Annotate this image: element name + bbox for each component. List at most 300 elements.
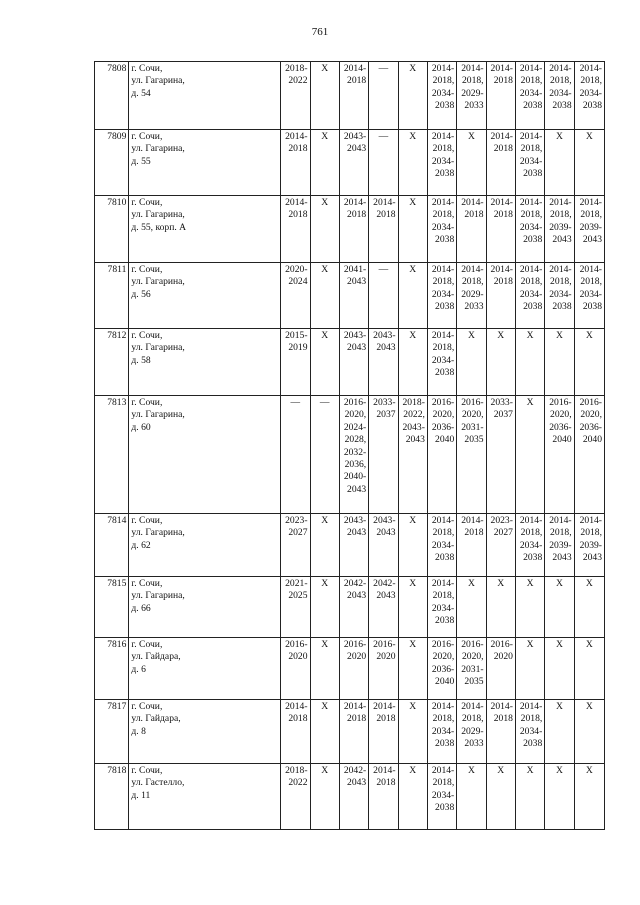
schedule-cell xyxy=(545,130,574,196)
cell-line: X xyxy=(321,131,329,142)
address-cell xyxy=(129,196,281,263)
cell-line: 2018 xyxy=(347,209,367,221)
schedule-cell xyxy=(339,196,368,263)
cell-line: 2014- xyxy=(431,515,455,526)
schedule-cell xyxy=(369,396,398,514)
cell-line: 2043 xyxy=(376,590,396,602)
cell-line: 2018, xyxy=(550,75,572,87)
schedule-cell xyxy=(398,263,427,329)
cell-line: 2043 xyxy=(347,342,367,354)
cell-line: 2031- xyxy=(461,421,484,433)
schedule-cell xyxy=(310,514,339,577)
cell-line: X xyxy=(409,515,417,526)
cell-line: 2018, xyxy=(461,276,484,288)
schedule-cell xyxy=(515,514,544,577)
address-line: ул. Гайдара, xyxy=(131,651,181,663)
schedule-cell xyxy=(457,577,486,638)
cell-line: 2039- xyxy=(579,539,602,551)
cell-line: 2043 xyxy=(347,143,367,155)
cell-line: 2035 xyxy=(464,676,484,688)
cell-line: 2043 xyxy=(347,777,367,789)
cell-line: 2034- xyxy=(431,725,455,737)
cell-line: 2018 xyxy=(376,777,396,789)
cell-line: 2014- xyxy=(461,515,484,526)
cell-line: 2043- xyxy=(373,330,396,341)
cell-line: 2018 xyxy=(347,75,367,87)
schedule-cell xyxy=(339,329,368,396)
table-body xyxy=(95,62,605,830)
cell-line: 2034- xyxy=(579,288,602,300)
cell-line: 2014- xyxy=(519,63,543,74)
schedule-cell xyxy=(457,62,486,130)
cell-line: 2018- xyxy=(402,397,425,408)
cell-line: 2018, xyxy=(461,713,484,725)
schedule-cell xyxy=(398,577,427,638)
cell-line: X xyxy=(321,197,329,208)
cell-line: 2032- xyxy=(343,446,367,458)
cell-line: 2043- xyxy=(343,515,367,526)
cell-line: 2027 xyxy=(493,527,513,539)
schedule-cell xyxy=(515,62,544,130)
cell-line: 2035 xyxy=(464,434,484,446)
schedule-cell xyxy=(486,62,515,130)
cell-line: X xyxy=(409,264,417,275)
cell-line: 2018, xyxy=(432,527,455,539)
cell-line: 2014- xyxy=(579,264,602,275)
cell-line: 2014- xyxy=(461,701,484,712)
address-cell xyxy=(129,638,281,700)
cell-line: 2018, xyxy=(432,143,455,155)
cell-line: 2014- xyxy=(549,197,572,208)
schedule-cell xyxy=(310,764,339,830)
address-line: г. Сочи, xyxy=(131,63,163,74)
cell-line: 2016- xyxy=(343,639,367,650)
cell-line: 2043 xyxy=(405,434,425,446)
cell-line: 2033 xyxy=(464,100,484,112)
schedule-cell xyxy=(339,130,368,196)
schedule-cell xyxy=(339,396,368,514)
cell-line: X xyxy=(467,578,475,589)
address-line: д. 62 xyxy=(131,539,151,551)
cell-line: 2033 xyxy=(464,301,484,313)
cell-line: X xyxy=(555,330,563,341)
cell-line: 2025 xyxy=(288,590,308,602)
cell-line: 2034- xyxy=(519,539,543,551)
schedule-cell xyxy=(369,577,398,638)
cell-line: 2043 xyxy=(552,234,572,246)
schedule-cell xyxy=(545,700,574,764)
address-line: д. 55 xyxy=(131,155,151,167)
schedule-cell xyxy=(515,196,544,263)
cell-line: 2014- xyxy=(431,63,455,74)
schedule-cell xyxy=(281,62,310,130)
schedule-cell xyxy=(427,130,456,196)
table-row xyxy=(95,638,605,700)
schedule-cell xyxy=(427,700,456,764)
cell-line: 2018, xyxy=(432,276,455,288)
schedule-cell xyxy=(515,130,544,196)
cell-line: 2034- xyxy=(519,155,543,167)
cell-line: 2014- xyxy=(343,63,367,74)
table-row xyxy=(95,577,605,638)
address-cell xyxy=(129,396,281,514)
cell-line: 2043 xyxy=(347,590,367,602)
schedule-cell xyxy=(574,329,604,396)
schedule-cell xyxy=(457,329,486,396)
cell-line: 2018, xyxy=(520,276,543,288)
cell-line: 2020- xyxy=(285,264,308,275)
cell-line: 2018, xyxy=(550,209,572,221)
cell-line: 2024- xyxy=(343,421,367,433)
cell-line: 2022 xyxy=(288,75,308,87)
cell-line: X xyxy=(467,765,475,776)
cell-line: 2016- xyxy=(285,639,308,650)
cell-line: 2040 xyxy=(435,434,455,446)
cell-line: 2020, xyxy=(550,409,572,421)
cell-line: 2038 xyxy=(552,301,572,313)
schedule-cell xyxy=(427,577,456,638)
address-line: ул. Гагарина, xyxy=(131,209,185,221)
cell-line: 2018 xyxy=(493,75,513,87)
schedule-cell xyxy=(398,196,427,263)
schedule-cell xyxy=(574,62,604,130)
cell-line: 2016- xyxy=(373,639,396,650)
address-line: г. Сочи, xyxy=(131,639,163,650)
cell-line: 2014- xyxy=(490,264,513,275)
address-line: ул. Гагарина, xyxy=(131,527,185,539)
cell-line: X xyxy=(585,765,593,776)
address-cell xyxy=(129,700,281,764)
cell-line: 2018 xyxy=(493,209,513,221)
address-line: д. 56 xyxy=(131,288,151,300)
cell-line: 2038 xyxy=(435,168,455,180)
cell-line: 2033- xyxy=(490,397,513,408)
schedule-cell xyxy=(281,130,310,196)
schedule-cell xyxy=(310,130,339,196)
cell-line: 2014- xyxy=(519,131,543,142)
schedule-cell xyxy=(398,700,427,764)
address-line: г. Сочи, xyxy=(131,765,163,776)
address-line: г. Сочи, xyxy=(131,197,163,208)
cell-line: 2034- xyxy=(579,87,602,99)
schedule-cell xyxy=(339,764,368,830)
cell-line: X xyxy=(409,639,417,650)
schedule-cell xyxy=(398,329,427,396)
cell-line: 2036- xyxy=(579,421,602,433)
table-row xyxy=(95,263,605,329)
schedule-cell xyxy=(310,329,339,396)
cell-line: 2014- xyxy=(461,264,484,275)
schedule-cell xyxy=(310,263,339,329)
table-row xyxy=(95,196,605,263)
cell-line: 2016- xyxy=(549,397,572,408)
cell-line: X xyxy=(585,131,593,142)
cell-line: 2014- xyxy=(519,701,543,712)
cell-line: 2023- xyxy=(490,515,513,526)
schedule-cell xyxy=(457,638,486,700)
schedule-cell xyxy=(545,196,574,263)
table-row xyxy=(95,329,605,396)
cell-line: 2040- xyxy=(343,471,367,483)
row-number-cell: 7817 xyxy=(95,700,129,764)
cell-line: 2034- xyxy=(519,725,543,737)
schedule-cell xyxy=(398,396,427,514)
cell-line: 2038 xyxy=(435,301,455,313)
row-number-cell: 7811 xyxy=(95,263,129,329)
cell-line: 2018, xyxy=(550,276,572,288)
cell-line: 2020 xyxy=(493,651,513,663)
cell-line: 2024 xyxy=(288,276,308,288)
housing-repair-schedule-table xyxy=(94,61,605,830)
cell-line: 2018 xyxy=(288,713,308,725)
cell-line: 2018 xyxy=(493,276,513,288)
cell-line: X xyxy=(467,131,475,142)
cell-line: 2014- xyxy=(431,701,455,712)
cell-line: X xyxy=(585,578,593,589)
cell-line: X xyxy=(467,330,475,341)
cell-line: 2043- xyxy=(343,131,367,142)
address-line: г. Сочи, xyxy=(131,330,163,341)
schedule-cell xyxy=(310,396,339,514)
cell-line: X xyxy=(555,639,563,650)
schedule-cell xyxy=(281,514,310,577)
cell-line: 2043 xyxy=(347,483,367,495)
schedule-cell xyxy=(310,62,339,130)
cell-line: 2019 xyxy=(288,342,308,354)
cell-line: 2034- xyxy=(431,602,455,614)
schedule-cell xyxy=(574,396,604,514)
address-line: г. Сочи, xyxy=(131,701,163,712)
schedule-cell xyxy=(398,638,427,700)
schedule-cell xyxy=(427,638,456,700)
cell-line: 2033- xyxy=(373,397,396,408)
cell-line: 2014- xyxy=(431,330,455,341)
schedule-cell xyxy=(574,263,604,329)
table-row xyxy=(95,130,605,196)
cell-line: 2038 xyxy=(435,802,455,814)
cell-line: 2014- xyxy=(549,63,572,74)
cell-line: 2038 xyxy=(552,100,572,112)
cell-line: 2018- xyxy=(285,63,308,74)
schedule-cell xyxy=(515,700,544,764)
schedule-cell xyxy=(310,638,339,700)
cell-line: X xyxy=(321,578,329,589)
cell-line: 2016- xyxy=(431,639,455,650)
schedule-cell xyxy=(457,396,486,514)
schedule-cell xyxy=(427,764,456,830)
cell-line: X xyxy=(585,701,593,712)
cell-line: 2022, xyxy=(403,409,425,421)
address-line: ул. Гагарина, xyxy=(131,276,185,288)
cell-line: 2029- xyxy=(461,87,484,99)
cell-line: 2040 xyxy=(552,434,572,446)
cell-line: 2021- xyxy=(285,578,308,589)
cell-line: 2043- xyxy=(373,515,396,526)
cell-line: 2029- xyxy=(461,725,484,737)
address-line: г. Сочи, xyxy=(131,515,163,526)
schedule-cell xyxy=(457,514,486,577)
address-line: д. 54 xyxy=(131,87,151,99)
cell-line: 2018, xyxy=(580,527,602,539)
cell-line: 2034- xyxy=(431,354,455,366)
cell-line: 2014- xyxy=(343,197,367,208)
cell-line: 2036, xyxy=(344,459,367,471)
schedule-cell xyxy=(281,638,310,700)
schedule-cell xyxy=(281,396,310,514)
address-line: ул. Гагарина, xyxy=(131,342,185,354)
cell-line: 2022 xyxy=(288,777,308,789)
address-line: г. Сочи, xyxy=(131,131,163,142)
cell-line: 2039- xyxy=(549,221,572,233)
address-line: г. Сочи, xyxy=(131,397,163,408)
cell-line: 2038 xyxy=(582,100,602,112)
cell-line: 2043- xyxy=(402,421,425,433)
schedule-cell xyxy=(281,263,310,329)
cell-line: 2020, xyxy=(432,651,455,663)
schedule-cell xyxy=(398,62,427,130)
row-number-cell: 7810 xyxy=(95,196,129,263)
cell-line: 2038 xyxy=(435,100,455,112)
cell-line: X xyxy=(526,330,534,341)
address-cell xyxy=(129,577,281,638)
row-number-cell: 7809 xyxy=(95,130,129,196)
cell-line: 2014- xyxy=(579,197,602,208)
cell-line: 2038 xyxy=(523,234,543,246)
schedule-cell xyxy=(574,130,604,196)
cell-line: X xyxy=(321,515,329,526)
schedule-cell xyxy=(486,764,515,830)
cell-line: 2016- xyxy=(490,639,513,650)
cell-line: 2018 xyxy=(347,713,367,725)
cell-line: X xyxy=(321,330,329,341)
cell-line: 2037 xyxy=(493,409,513,421)
schedule-cell xyxy=(281,764,310,830)
cell-line: 2034- xyxy=(549,288,572,300)
cell-line: 2034- xyxy=(431,539,455,551)
cell-line: 2014- xyxy=(373,197,396,208)
cell-line: 2018, xyxy=(432,713,455,725)
cell-line: 2038 xyxy=(523,738,543,750)
schedule-cell xyxy=(545,396,574,514)
schedule-cell xyxy=(369,700,398,764)
cell-line: — xyxy=(378,264,389,275)
schedule-cell xyxy=(369,62,398,130)
cell-line: 2020 xyxy=(347,651,367,663)
schedule-cell xyxy=(339,638,368,700)
table-row xyxy=(95,62,605,130)
cell-line: 2020, xyxy=(461,409,484,421)
cell-line: X xyxy=(409,63,417,74)
cell-line: 2018 xyxy=(376,713,396,725)
address-cell xyxy=(129,263,281,329)
schedule-cell xyxy=(339,62,368,130)
schedule-cell xyxy=(486,196,515,263)
cell-line: 2016- xyxy=(343,397,367,408)
cell-line: 2018, xyxy=(432,209,455,221)
cell-line: 2014- xyxy=(431,765,455,776)
schedule-cell xyxy=(574,577,604,638)
row-number-cell: 7813 xyxy=(95,396,129,514)
cell-line: 2014- xyxy=(285,701,308,712)
cell-line: X xyxy=(585,639,593,650)
schedule-cell xyxy=(486,130,515,196)
cell-line: 2018 xyxy=(464,209,484,221)
address-line: ул. Гагарина, xyxy=(131,75,185,87)
cell-line: X xyxy=(497,765,505,776)
cell-line: 2014- xyxy=(549,264,572,275)
address-line: г. Сочи, xyxy=(131,264,163,275)
cell-line: 2033 xyxy=(464,738,484,750)
address-line: д. 8 xyxy=(131,725,146,737)
address-line: ул. Гайдара, xyxy=(131,713,181,725)
schedule-cell xyxy=(574,196,604,263)
address-line: г. Сочи, xyxy=(131,578,163,589)
cell-line: 2018 xyxy=(493,143,513,155)
cell-line: 2043 xyxy=(552,552,572,564)
cell-line: 2020, xyxy=(432,409,455,421)
table-row xyxy=(95,396,605,514)
cell-line: X xyxy=(555,131,563,142)
address-cell xyxy=(129,764,281,830)
schedule-cell xyxy=(339,577,368,638)
cell-line: 2042- xyxy=(343,578,367,589)
schedule-cell xyxy=(486,700,515,764)
address-line: д. 55, корп. А xyxy=(131,221,187,233)
schedule-cell xyxy=(339,514,368,577)
cell-line: 2043 xyxy=(582,234,602,246)
schedule-cell xyxy=(369,638,398,700)
cell-line: 2034- xyxy=(519,221,543,233)
cell-line: X xyxy=(321,639,329,650)
cell-line: — xyxy=(378,131,389,142)
cell-line: 2014- xyxy=(285,131,308,142)
cell-line: 2038 xyxy=(523,301,543,313)
cell-line: 2014- xyxy=(490,63,513,74)
schedule-cell xyxy=(369,196,398,263)
schedule-cell xyxy=(515,329,544,396)
address-line: д. 6 xyxy=(131,663,146,675)
schedule-cell xyxy=(398,130,427,196)
cell-line: 2014- xyxy=(490,701,513,712)
cell-line: — xyxy=(290,397,301,408)
schedule-cell xyxy=(310,196,339,263)
cell-line: 2014- xyxy=(373,765,396,776)
schedule-cell xyxy=(515,263,544,329)
cell-line: X xyxy=(555,578,563,589)
cell-line: X xyxy=(409,701,417,712)
schedule-cell xyxy=(281,700,310,764)
address-line: ул. Гагарина, xyxy=(131,409,185,421)
cell-line: 2036- xyxy=(431,421,455,433)
schedule-cell xyxy=(339,263,368,329)
schedule-cell xyxy=(486,263,515,329)
schedule-cell xyxy=(486,577,515,638)
cell-line: 2034- xyxy=(431,288,455,300)
cell-line: 2014- xyxy=(519,515,543,526)
cell-line: 2018 xyxy=(464,527,484,539)
schedule-cell xyxy=(369,514,398,577)
cell-line: 2018, xyxy=(520,209,543,221)
address-line: д. 58 xyxy=(131,354,151,366)
address-cell xyxy=(129,130,281,196)
schedule-cell xyxy=(515,577,544,638)
schedule-cell xyxy=(281,577,310,638)
row-number-cell: 7815 xyxy=(95,577,129,638)
cell-line: 2014- xyxy=(431,197,455,208)
cell-line: X xyxy=(585,330,593,341)
cell-line: X xyxy=(526,397,534,408)
page-number: 761 xyxy=(311,26,329,38)
